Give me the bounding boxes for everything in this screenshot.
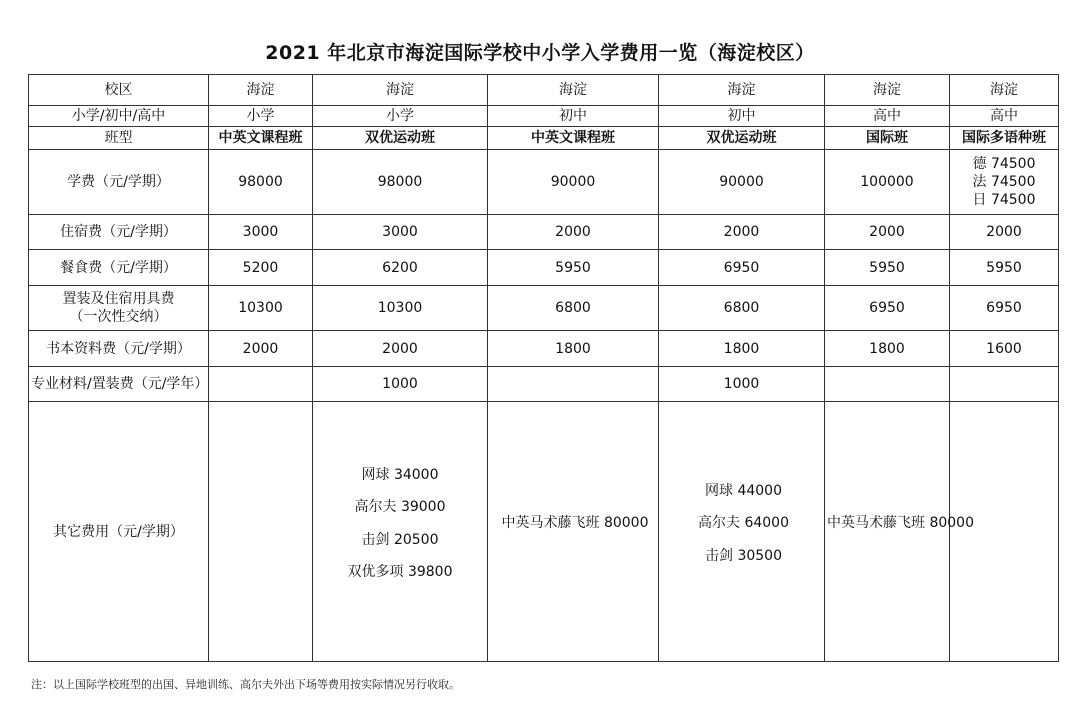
row-label-level: 小学/初中/高中: [29, 106, 209, 127]
cell-tuition: 98000: [209, 150, 313, 215]
cell-books: 1600: [950, 331, 1059, 367]
cell-uniform: 6950: [825, 286, 950, 331]
cell-meal: 5200: [209, 250, 313, 286]
cell-level: 初中: [659, 106, 825, 127]
other-fee-item: 高尔夫 64000: [698, 515, 789, 532]
cell-tuition: 90000: [488, 150, 659, 215]
row-label-class-type: 班型: [29, 127, 209, 150]
cell-class-type: 双优运动班: [313, 127, 488, 150]
cell-other: [825, 402, 974, 662]
page-title: 2021 年北京市海淀国际学校中小学入学费用一览（海淀校区）: [265, 42, 815, 64]
cell-boarding: 3000: [209, 215, 313, 250]
cell-boarding: 2000: [950, 215, 1059, 250]
row-label-uniform-line1: 置装及住宿用具费: [62, 291, 175, 307]
cell-meal: 6950: [659, 250, 825, 286]
cell-boarding: 2000: [659, 215, 825, 250]
cell-meal: 6200: [313, 250, 488, 286]
row-class-type: [29, 127, 1059, 150]
row-uniform: [29, 286, 1059, 331]
other-fee-item: 网球 44000: [705, 482, 782, 499]
cell-boarding: 2000: [488, 215, 659, 250]
row-tuition: [29, 150, 1059, 215]
footnote: 注：以上国际学校班型的出国、异地训练、高尔夫外出下场等费用按实际情况另行收取。: [31, 678, 460, 691]
cell-books: 1800: [659, 331, 825, 367]
cell-materials: [950, 367, 1059, 402]
other-fee-item: 击剑 20500: [361, 531, 439, 548]
cell-uniform: 10300: [209, 286, 313, 331]
cell-school: 海淀: [825, 75, 950, 106]
cell-class-type: 国际多语种班: [950, 127, 1059, 150]
cell-books: 1800: [825, 331, 950, 367]
tuition-japanese: 日 74500: [972, 192, 1036, 208]
row-label-school: 校区: [29, 75, 209, 106]
cell-other: [313, 402, 488, 662]
cell-tuition: 98000: [313, 150, 488, 215]
row-label-boarding: 住宿费（元/学期）: [29, 215, 209, 250]
cell-level: 小学: [209, 106, 313, 127]
row-meal: [29, 250, 1059, 286]
cell-uniform: 6800: [659, 286, 825, 331]
cell-class-type: 国际班: [825, 127, 950, 150]
cell-uniform: 6800: [488, 286, 659, 331]
other-fee-item: 中英马术藤飞班 80000: [827, 515, 974, 532]
cell-other: [950, 402, 1059, 662]
cell-books: 2000: [209, 331, 313, 367]
cell-school: 海淀: [209, 75, 313, 106]
cell-meal: 5950: [950, 250, 1059, 286]
cell-materials: 1000: [659, 367, 825, 402]
cell-books: 1800: [488, 331, 659, 367]
cell-uniform: 10300: [313, 286, 488, 331]
row-label-uniform: [29, 286, 209, 331]
cell-school: 海淀: [313, 75, 488, 106]
row-label-other: 其它费用（元/学期）: [29, 402, 209, 662]
cell-class-type: 双优运动班: [659, 127, 825, 150]
cell-school: 海淀: [659, 75, 825, 106]
tuition-french: 法 74500: [972, 174, 1036, 190]
cell-materials: [488, 367, 659, 402]
cell-materials: [825, 367, 950, 402]
row-label-meal: 餐食费（元/学期）: [29, 250, 209, 286]
cell-other: [209, 402, 313, 662]
fee-table: [28, 74, 1059, 662]
cell-level: 小学: [313, 106, 488, 127]
row-level: [29, 106, 1059, 127]
row-label-materials: 专业材料/置装费（元/学年）: [29, 367, 209, 402]
cell-tuition: 100000: [825, 150, 950, 215]
row-label-tuition: 学费（元/学期）: [29, 150, 209, 215]
cell-materials: 1000: [313, 367, 488, 402]
cell-uniform: 6950: [950, 286, 1059, 331]
cell-school: 海淀: [950, 75, 1059, 106]
row-school: [29, 75, 1059, 106]
cell-other: [488, 402, 659, 662]
cell-meal: 5950: [488, 250, 659, 286]
row-books: [29, 331, 1059, 367]
other-fee-item: 高尔夫 39000: [354, 499, 446, 515]
row-boarding: [29, 215, 1059, 250]
cell-other: [659, 402, 825, 662]
cell-class-type: 中英文课程班: [488, 127, 659, 150]
cell-boarding: 2000: [825, 215, 950, 250]
cell-school: 海淀: [488, 75, 659, 106]
cell-books: 2000: [313, 331, 488, 367]
cell-level: 高中: [825, 106, 950, 127]
cell-level: 高中: [950, 106, 1059, 127]
cell-meal: 5950: [825, 250, 950, 286]
tuition-german: 德 74500: [972, 156, 1036, 172]
other-fee-item: 中英马术藤飞班 80000: [501, 515, 649, 532]
cell-level: 初中: [488, 106, 659, 127]
row-label-uniform-line2: （一次性交纳）: [69, 309, 168, 325]
cell-boarding: 3000: [313, 215, 488, 250]
other-fee-item: 网球 34000: [361, 466, 439, 483]
cell-tuition: 90000: [659, 150, 825, 215]
row-materials: [29, 367, 1059, 402]
cell-materials: [209, 367, 313, 402]
row-other: [29, 402, 1059, 662]
cell-class-type: 中英文课程班: [209, 127, 313, 150]
other-fee-item: 击剑 30500: [705, 547, 782, 564]
cell-tuition-multilingual: [950, 150, 1059, 215]
row-label-books: 书本资料费（元/学期）: [29, 331, 209, 367]
other-fee-item: 双优多项 39800: [347, 564, 453, 580]
